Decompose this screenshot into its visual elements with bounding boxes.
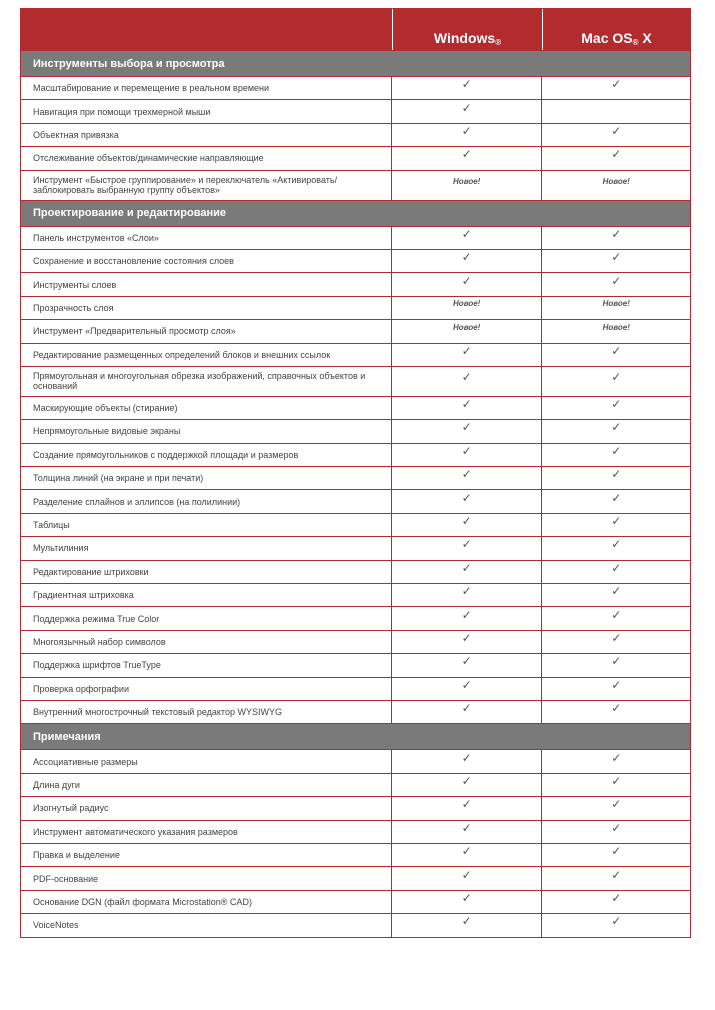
cell-mac: [541, 147, 690, 169]
cell-windows: [391, 367, 542, 396]
cell-windows: [391, 678, 542, 700]
feature-label: Таблицы: [33, 520, 70, 531]
cell-windows: [391, 821, 542, 843]
cell-mac: [541, 397, 690, 419]
cell-windows: [391, 227, 542, 249]
cell-windows: [391, 867, 542, 889]
table-row: [21, 843, 690, 866]
check-icon: ✓: [461, 844, 472, 859]
check-icon: ✓: [611, 701, 622, 716]
feature-label: Градиентная штриховка: [33, 590, 134, 601]
table-body: [21, 50, 690, 937]
check-icon: ✓: [611, 560, 622, 575]
feature-label: Сохранение и восстановление состояния слоев: [33, 256, 234, 267]
table-row: [21, 583, 690, 606]
check-icon: ✓: [461, 820, 472, 835]
table-row: [21, 366, 690, 396]
check-icon: ✓: [461, 100, 472, 115]
table-row: [21, 536, 690, 559]
cell-mac: [541, 867, 690, 889]
table-row: [21, 146, 690, 169]
cell-windows: [391, 584, 542, 606]
cell-mac: [541, 227, 690, 249]
feature-label: Длина дуги: [33, 779, 80, 790]
new-badge: Новое!: [453, 322, 481, 332]
cell-mac: [541, 821, 690, 843]
feature-label: Навигация при помощи трехмерной мыши: [33, 106, 211, 117]
table-row: [21, 272, 690, 295]
section-header: Проектирование и редактирование: [21, 200, 690, 226]
cell-mac: [541, 124, 690, 146]
table-row: [21, 170, 690, 200]
table-row: [21, 443, 690, 466]
check-icon: ✓: [611, 677, 622, 692]
feature-label: Создание прямоугольников с поддержкой площади и размеров: [33, 449, 299, 460]
feature-label: Панель инструментов «Слои»: [33, 232, 159, 243]
check-icon: ✓: [611, 584, 622, 599]
cell-windows: [391, 797, 542, 819]
feature-label: VoiceNotes: [33, 920, 79, 931]
cell-mac: [541, 654, 690, 676]
check-icon: ✓: [611, 654, 622, 669]
feature-label: Редактирование штриховки: [33, 566, 149, 577]
new-badge: Новое!: [453, 176, 481, 186]
table-row: [21, 913, 690, 936]
check-icon: ✓: [611, 273, 622, 288]
cell-windows: [391, 420, 542, 442]
cell-windows: [391, 124, 542, 146]
check-icon: ✓: [611, 77, 622, 92]
check-icon: ✓: [461, 123, 472, 138]
header-windows: [392, 9, 542, 50]
feature-label: Изогнутый радиус: [33, 803, 109, 814]
check-icon: ✓: [461, 607, 472, 622]
cell-windows: [391, 250, 542, 272]
feature-label: Внутренний многострочный текстовый редактор WYSIWYG: [33, 707, 282, 718]
cell-mac: [541, 344, 690, 366]
cell-mac: [541, 320, 690, 342]
feature-comparison-table: [20, 8, 691, 938]
check-icon: ✓: [461, 654, 472, 669]
table-row: [21, 653, 690, 676]
check-icon: ✓: [461, 773, 472, 788]
header-feature-col: [21, 9, 392, 50]
cell-windows: [391, 844, 542, 866]
table-row: [21, 489, 690, 512]
feature-label: Многоязычный набор символов: [33, 637, 166, 647]
cell-windows: [391, 444, 542, 466]
check-icon: ✓: [461, 147, 472, 162]
feature-label: Мультилиния: [33, 543, 89, 554]
check-icon: ✓: [611, 890, 622, 905]
cell-windows: [391, 320, 542, 342]
cell-windows: [391, 774, 542, 796]
check-icon: ✓: [461, 560, 472, 575]
check-icon: ✓: [461, 370, 472, 385]
cell-mac: [541, 514, 690, 536]
check-icon: ✓: [461, 490, 472, 505]
check-icon: ✓: [461, 631, 472, 645]
table-row: [21, 123, 690, 146]
check-icon: ✓: [461, 397, 472, 412]
table-row: [21, 700, 690, 723]
cell-mac: [541, 891, 690, 913]
feature-label: Прозрачность слоя: [33, 302, 114, 313]
cell-mac: [541, 273, 690, 295]
cell-mac: [541, 297, 690, 319]
feature-label: Инструмент автоматического указания размеров: [33, 826, 238, 837]
check-icon: ✓: [611, 537, 622, 552]
feature-label: Прямоугольная и многоугольная обрезка изображений, справочных объектов и оснований: [33, 371, 366, 392]
check-icon: ✓: [611, 443, 622, 458]
table-row: [21, 890, 690, 913]
check-icon: ✓: [461, 467, 472, 482]
feature-label: Поддержка режима True Color: [33, 613, 160, 624]
cell-windows: [391, 537, 542, 559]
cell-mac: [541, 367, 690, 396]
cell-windows: [391, 297, 542, 319]
check-icon: ✓: [461, 537, 472, 552]
check-icon: ✓: [611, 867, 622, 882]
cell-windows: [391, 467, 542, 489]
check-icon: ✓: [461, 273, 472, 288]
header-mac-suffix: X: [638, 30, 652, 46]
reg-mark: ®: [632, 38, 639, 47]
new-badge: Новое!: [602, 176, 630, 186]
header-windows-label: Windows: [433, 30, 496, 46]
header-mac-label: Mac OS: [581, 30, 633, 46]
new-badge: Новое!: [602, 322, 630, 332]
feature-label: PDF-основание: [33, 873, 99, 884]
cell-windows: [391, 100, 542, 122]
table-row: [21, 76, 690, 99]
table-row: [21, 466, 690, 489]
check-icon: ✓: [461, 420, 472, 435]
cell-windows: [391, 607, 542, 629]
cell-mac: [541, 490, 690, 512]
check-icon: ✓: [611, 226, 622, 241]
check-icon: ✓: [611, 490, 622, 505]
check-icon: ✓: [461, 750, 472, 765]
table-row: [21, 866, 690, 889]
cell-windows: [391, 654, 542, 676]
feature-label: Масштабирование и перемещение в реальном времени: [33, 83, 270, 94]
cell-mac: [541, 678, 690, 700]
cell-windows: [391, 891, 542, 913]
cell-mac: [541, 797, 690, 819]
cell-windows: [391, 561, 542, 583]
check-icon: ✓: [611, 397, 622, 412]
table-row: [21, 630, 690, 653]
cell-windows: [391, 750, 542, 772]
cell-mac: [541, 77, 690, 99]
check-icon: ✓: [611, 914, 622, 929]
check-icon: ✓: [461, 867, 472, 882]
check-icon: ✓: [461, 914, 472, 929]
check-icon: ✓: [461, 890, 472, 905]
check-icon: ✓: [611, 420, 622, 435]
check-icon: ✓: [611, 343, 622, 358]
cell-mac: [541, 537, 690, 559]
reg-mark: ®: [495, 38, 502, 47]
check-icon: ✓: [611, 467, 622, 482]
check-icon: ✓: [611, 370, 622, 385]
check-icon: ✓: [461, 77, 472, 92]
table-row: [21, 396, 690, 419]
check-icon: ✓: [611, 631, 622, 645]
table-row: [21, 749, 690, 772]
cell-mac: [541, 701, 690, 723]
check-icon: ✓: [461, 584, 472, 599]
cell-mac: [541, 631, 690, 653]
feature-label: Ассоциативные размеры: [33, 756, 138, 767]
table-row: [21, 226, 690, 249]
cell-windows: [391, 914, 542, 936]
table-row: [21, 677, 690, 700]
cell-mac: [541, 844, 690, 866]
feature-label: Отслеживание объектов/динамические направляющие: [33, 153, 264, 164]
feature-label: Инструмент «Предварительный просмотр слоя»: [33, 326, 236, 337]
check-icon: ✓: [611, 607, 622, 622]
check-icon: ✓: [611, 250, 622, 265]
feature-label: Правка и выделение: [33, 850, 120, 861]
new-badge: Новое!: [602, 299, 630, 309]
feature-label: Маскирующие объекты (стирание): [33, 403, 178, 414]
check-icon: ✓: [461, 514, 472, 529]
table-row: [21, 99, 690, 122]
check-icon: ✓: [611, 147, 622, 162]
check-icon: ✓: [611, 750, 622, 765]
table-row: [21, 606, 690, 629]
header-mac: [542, 9, 690, 50]
cell-windows: [391, 273, 542, 295]
cell-mac: [541, 750, 690, 772]
check-icon: ✓: [461, 797, 472, 812]
new-badge: Новое!: [453, 299, 481, 309]
cell-mac: [541, 914, 690, 936]
table-row: [21, 249, 690, 272]
cell-mac: [541, 774, 690, 796]
table-row: [21, 319, 690, 342]
check-icon: ✓: [461, 343, 472, 358]
check-icon: ✓: [461, 677, 472, 692]
section-header: Примечания: [21, 723, 690, 749]
check-icon: ✓: [611, 773, 622, 788]
feature-label: Инструмент «Быстрое группирование» и переключатель «Активировать/ заблокировать выбранную группу объектов»: [33, 175, 338, 196]
feature-label: Инструменты слоев: [33, 279, 117, 290]
cell-mac: [541, 561, 690, 583]
check-icon: ✓: [461, 443, 472, 458]
cell-windows: [391, 490, 542, 512]
check-icon: ✓: [461, 250, 472, 265]
table-row: [21, 296, 690, 319]
table-row: [21, 773, 690, 796]
cell-mac: [541, 467, 690, 489]
table-row: [21, 419, 690, 442]
cell-windows: [391, 514, 542, 536]
cell-mac: [541, 250, 690, 272]
check-icon: ✓: [461, 701, 472, 716]
check-icon: ✓: [461, 226, 472, 241]
feature-label: Разделение сплайнов и эллипсов (на полилинии): [33, 496, 241, 507]
table-row: [21, 560, 690, 583]
cell-mac: [541, 171, 690, 200]
check-icon: ✓: [611, 844, 622, 859]
cell-windows: [391, 631, 542, 653]
table-row: [21, 513, 690, 536]
feature-label: Основание DGN (файл формата Microstation® CAD): [33, 896, 252, 907]
check-icon: ✓: [611, 514, 622, 529]
feature-label: Проверка орфографии: [33, 683, 129, 694]
feature-label: Поддержка шрифтов TrueType: [33, 660, 161, 671]
table-row: [21, 796, 690, 819]
feature-label: Объектная привязка: [33, 129, 119, 140]
cell-windows: [391, 171, 542, 200]
feature-label: Толщина линий (на экране и при печати): [33, 473, 204, 484]
feature-label: Непрямоугольные видовые экраны: [33, 426, 181, 437]
table-header: [21, 8, 690, 50]
feature-label: Редактирование размещенных определений блоков и внешних ссылок: [33, 349, 331, 360]
cell-windows: [391, 701, 542, 723]
check-icon: ✓: [611, 820, 622, 835]
cell-windows: [391, 344, 542, 366]
table-row: [21, 343, 690, 366]
cell-mac: [541, 420, 690, 442]
check-icon: ✓: [611, 797, 622, 812]
check-icon: ✓: [611, 123, 622, 138]
cell-windows: [391, 147, 542, 169]
cell-mac: [541, 100, 690, 122]
section-header: Инструменты выбора и просмотра: [21, 50, 690, 76]
cell-mac: [541, 607, 690, 629]
cell-mac: [541, 584, 690, 606]
table-row: [21, 820, 690, 843]
cell-windows: [391, 77, 542, 99]
cell-windows: [391, 397, 542, 419]
cell-mac: [541, 444, 690, 466]
